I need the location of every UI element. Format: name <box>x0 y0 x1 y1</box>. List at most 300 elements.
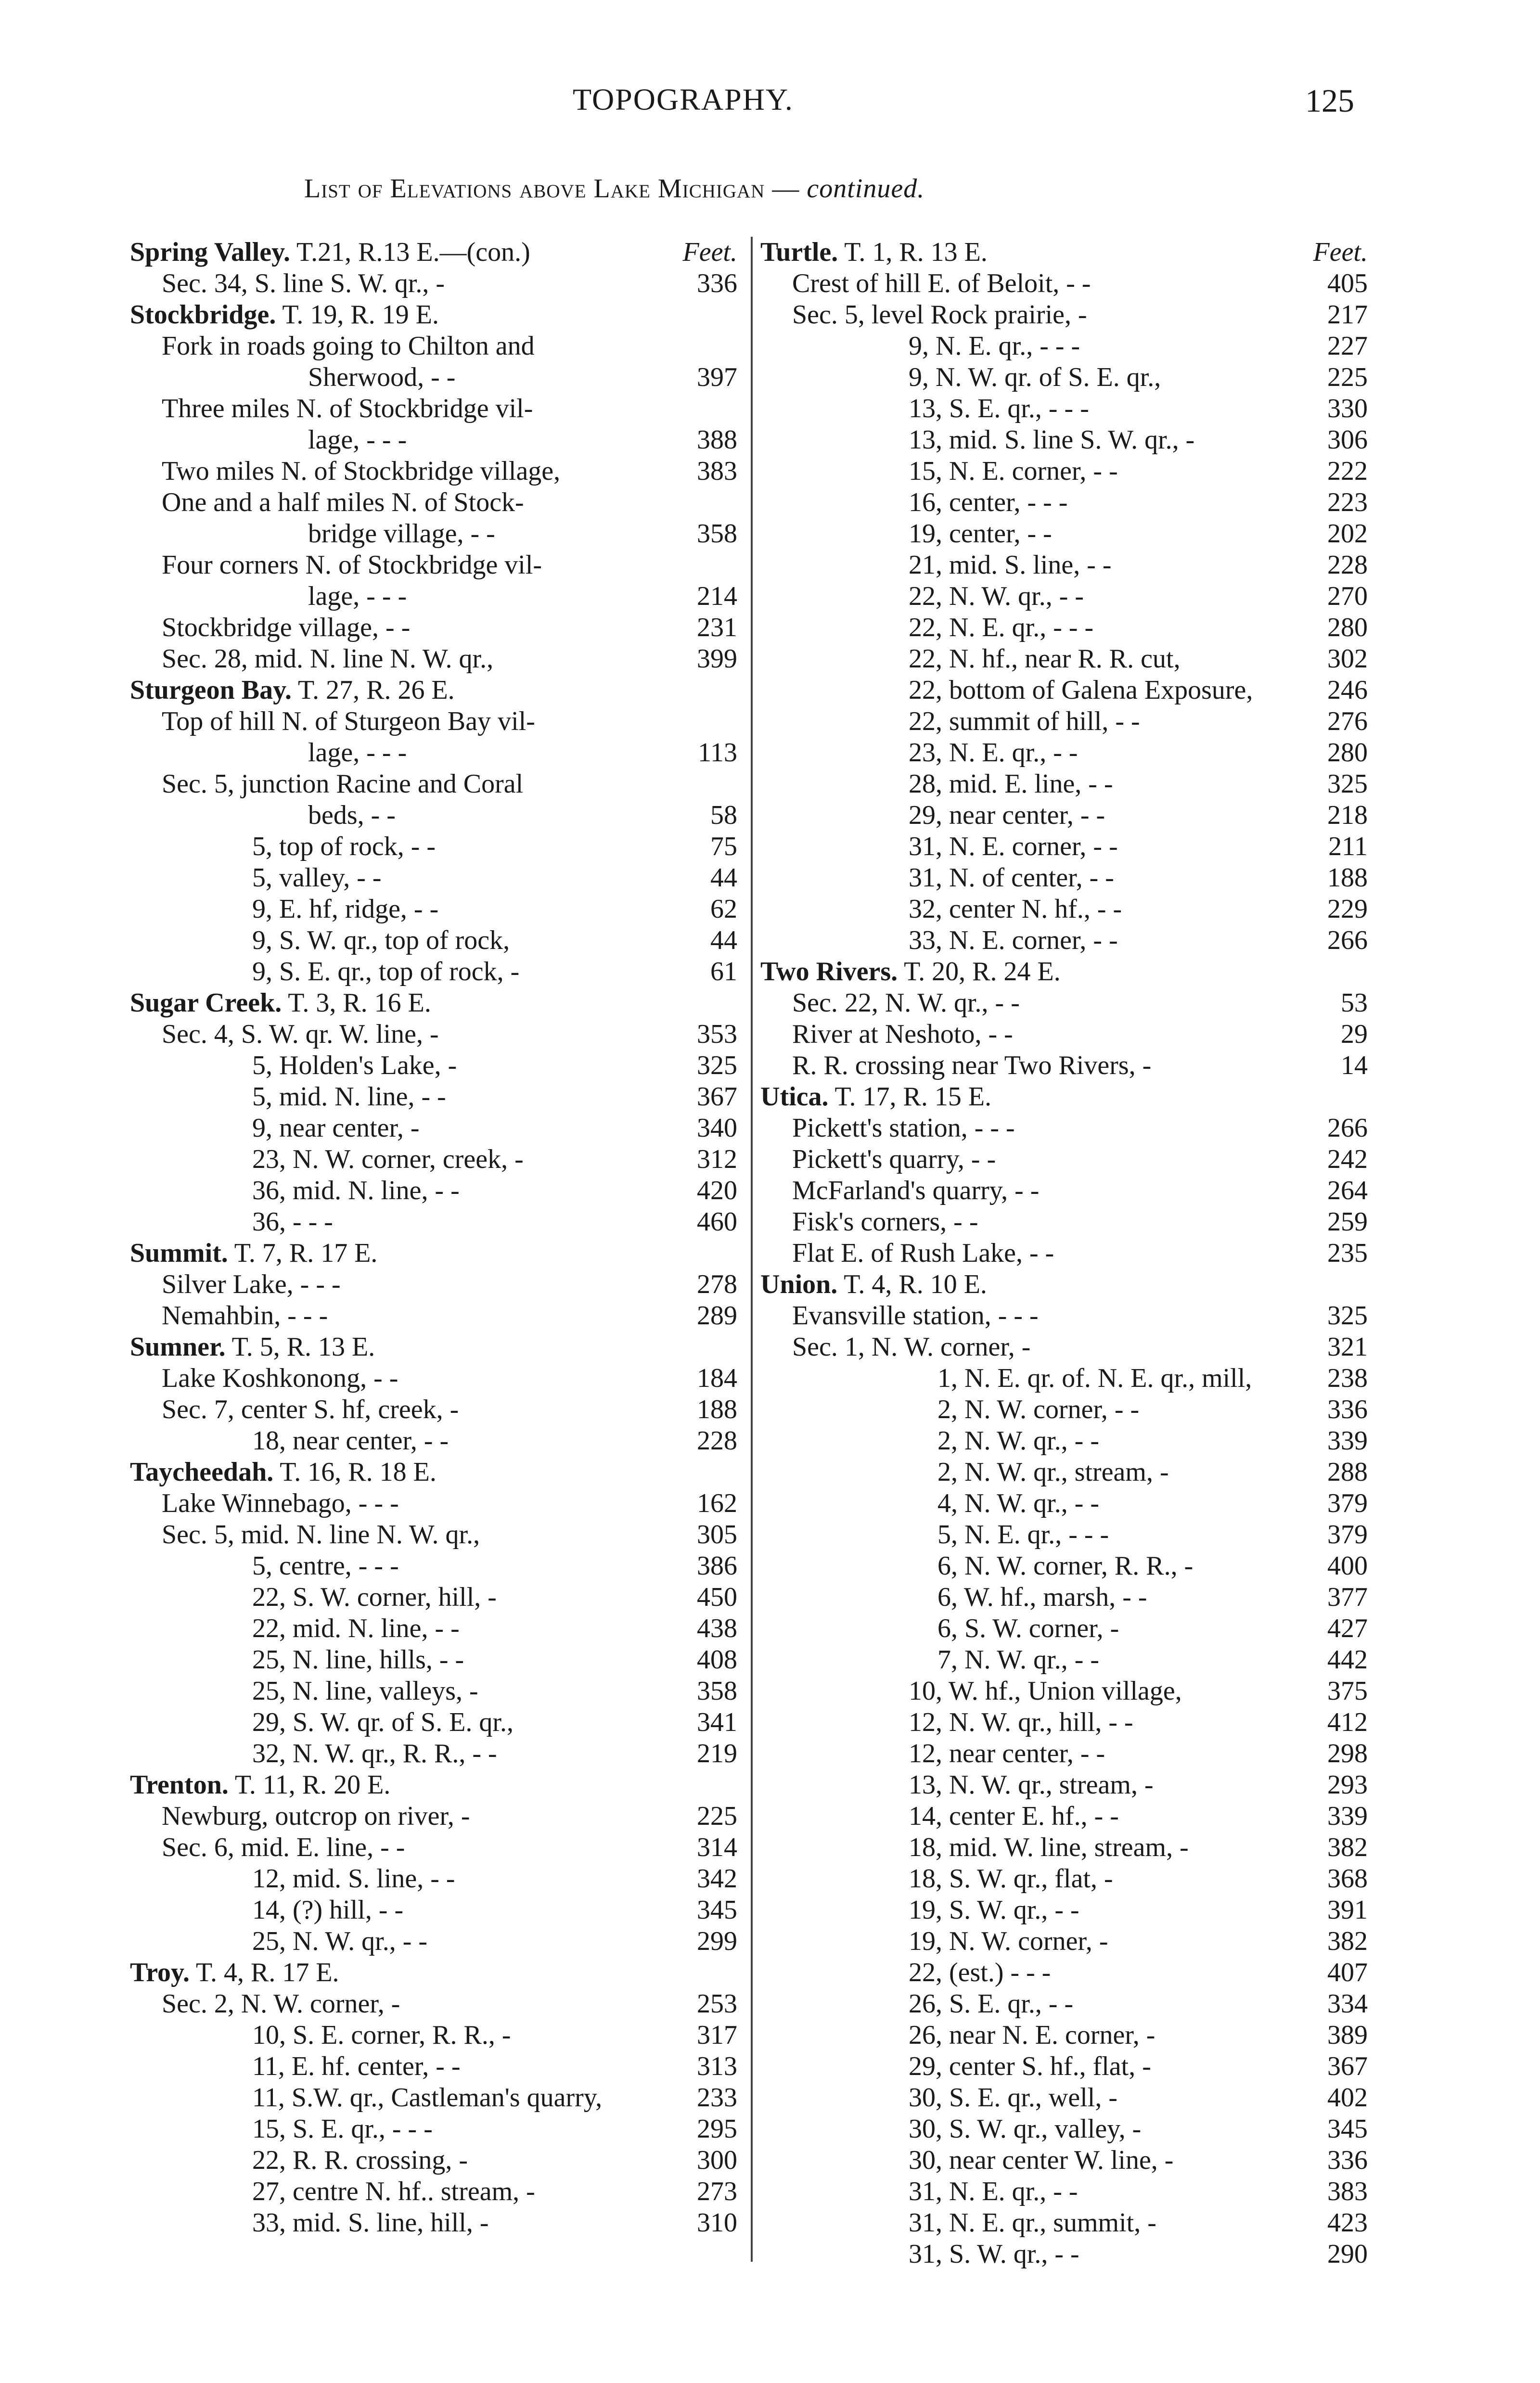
column-divider <box>751 237 753 2262</box>
township-heading <box>760 237 988 268</box>
elevation-row <box>130 393 737 424</box>
list-title-text: List of Elevations above Lake Michigan — <box>304 174 807 204</box>
location-text: 19, S. W. qr., - - <box>909 1895 1079 1925</box>
elevation-row <box>760 675 1368 706</box>
elevation-value: 382 <box>1327 1926 1368 1956</box>
location-text: 36, - - - <box>252 1207 333 1237</box>
location-text: McFarland's quarry, - - <box>792 1176 1040 1205</box>
township-range: T. 1, R. 13 E. <box>838 237 988 267</box>
elevation-row <box>760 424 1368 456</box>
township-name: Taycheedah. <box>130 1457 274 1487</box>
elevation-row <box>760 581 1368 612</box>
elevation-row <box>130 1394 737 1425</box>
elevation-row <box>760 1863 1368 1895</box>
location-text: 13, mid. S. line S. W. qr., - <box>909 425 1195 455</box>
elevation-value: 222 <box>1327 456 1368 486</box>
location-text: 23, N. W. corner, creek, - <box>252 1144 524 1174</box>
location-text: 7, N. W. qr., - - <box>937 1645 1099 1675</box>
elevation-value: 238 <box>1327 1363 1368 1393</box>
elevation-value: 14 <box>1341 1051 1368 1080</box>
elevation-value: 341 <box>697 1707 737 1737</box>
elevation-value: 321 <box>1327 1332 1368 1362</box>
elevation-row <box>760 1238 1368 1269</box>
elevation-value: 223 <box>1327 487 1368 517</box>
elevation-row <box>130 1707 737 1738</box>
location-text: 1, N. E. qr. of. N. E. qr., mill, <box>937 1363 1252 1393</box>
elevation-value: 280 <box>1327 738 1368 768</box>
elevation-row <box>130 518 737 550</box>
elevation-value: 368 <box>1327 1864 1368 1894</box>
elevation-value: 273 <box>697 2177 737 2206</box>
location-text: Top of hill N. of Sturgeon Bay vil- <box>162 706 535 736</box>
location-text: lage, - - - <box>308 425 407 455</box>
elevation-value: 367 <box>1327 2051 1368 2081</box>
location-text: 14, (?) hill, - - <box>252 1895 404 1925</box>
elevation-value: 379 <box>1327 1488 1368 1518</box>
section-heading <box>130 1957 737 1988</box>
elevation-row <box>760 1738 1368 1769</box>
location-text: Sec. 34, S. line S. W. qr., - <box>162 269 445 298</box>
elevation-row <box>760 894 1368 925</box>
elevation-value: 383 <box>697 456 737 486</box>
elevation-row <box>130 1676 737 1707</box>
location-text: Stockbridge village, - - <box>162 613 411 642</box>
township-heading <box>130 299 439 331</box>
elevation-row <box>760 487 1368 518</box>
elevation-value: 289 <box>697 1301 737 1331</box>
elevation-row <box>760 2051 1368 2082</box>
elevation-row <box>760 1394 1368 1425</box>
elevation-row <box>760 1769 1368 1801</box>
elevation-row <box>760 1019 1368 1050</box>
elevation-row <box>760 612 1368 643</box>
elevation-value: 227 <box>1327 331 1368 361</box>
elevation-value: 442 <box>1327 1645 1368 1675</box>
location-text: 36, mid. N. line, - - <box>252 1176 460 1205</box>
section-heading <box>130 299 737 331</box>
elevation-value: 460 <box>697 1207 737 1237</box>
elevation-row <box>760 925 1368 956</box>
location-text: Sec. 5, mid. N. line N. W. qr., <box>162 1520 480 1550</box>
township-range: T. 16, R. 18 E. <box>273 1457 436 1487</box>
elevation-row <box>760 769 1368 800</box>
township-name: Sugar Creek. <box>130 988 282 1018</box>
elevation-row <box>760 299 1368 331</box>
elevation-value: 310 <box>697 2208 737 2238</box>
location-text: bridge village, - - <box>308 519 495 549</box>
elevation-value: 188 <box>697 1395 737 1424</box>
location-text: Fork in roads going to Chilton and <box>162 331 535 361</box>
elevation-value: 58 <box>710 800 737 830</box>
elevation-row <box>130 1363 737 1394</box>
elevation-value: 306 <box>1327 425 1368 455</box>
elevation-row <box>130 550 737 581</box>
feet-label: Feet. <box>1313 237 1368 267</box>
elevation-row <box>130 487 737 518</box>
location-text: Sec. 5, level Rock prairie, - <box>792 300 1087 330</box>
elevation-row <box>130 2051 737 2082</box>
elevation-value: 259 <box>1327 1207 1368 1237</box>
elevation-row <box>760 1644 1368 1676</box>
elevation-value: 44 <box>710 925 737 955</box>
location-text: 14, center E. hf., - - <box>909 1801 1119 1831</box>
elevation-value: 233 <box>697 2083 737 2113</box>
elevation-value: 383 <box>1327 2177 1368 2206</box>
elevation-value: 202 <box>1327 519 1368 549</box>
location-text: 9, E. hf, ridge, - - <box>252 894 439 924</box>
location-text: 22, summit of hill, - - <box>909 706 1140 736</box>
location-text: Sec. 4, S. W. qr. W. line, - <box>162 1019 439 1049</box>
elevation-row <box>130 1582 737 1613</box>
location-text: Newburg, outcrop on river, - <box>162 1801 470 1831</box>
location-text: 33, N. E. corner, - - <box>909 925 1118 955</box>
elevation-row <box>130 1895 737 1926</box>
township-name: Utica. <box>760 1082 829 1112</box>
elevation-row <box>130 1050 737 1081</box>
elevation-row <box>130 2020 737 2051</box>
township-name: Sturgeon Bay. <box>130 675 292 705</box>
section-heading <box>760 956 1368 987</box>
location-text: 9, near center, - <box>252 1113 420 1143</box>
elevation-row <box>130 1613 737 1644</box>
township-name: Summit. <box>130 1238 228 1268</box>
list-title <box>304 173 924 204</box>
elevation-value: 235 <box>1327 1238 1368 1268</box>
elevation-row <box>760 1707 1368 1738</box>
township-name: Trenton. <box>130 1770 229 1800</box>
elevation-row <box>760 643 1368 675</box>
location-text: 25, N. line, hills, - - <box>252 1645 464 1675</box>
elevation-value: 402 <box>1327 2083 1368 2113</box>
running-title: TOPOGRAPHY. <box>573 82 794 116</box>
township-heading <box>130 1769 390 1801</box>
location-text: Sec. 5, junction Racine and Coral <box>162 769 524 799</box>
location-text: 22, bottom of Galena Exposure, <box>909 675 1253 705</box>
elevation-row <box>130 862 737 894</box>
elevation-value: 302 <box>1327 644 1368 674</box>
elevation-row <box>130 894 737 925</box>
location-text: Sec. 28, mid. N. line N. W. qr., <box>162 644 494 674</box>
location-text: 28, mid. E. line, - - <box>909 769 1113 799</box>
elevation-value: 382 <box>1327 1832 1368 1862</box>
location-text: Nemahbin, - - - <box>162 1301 328 1331</box>
location-text: beds, - - <box>308 800 396 830</box>
elevation-row <box>130 424 737 456</box>
page-number: 125 <box>1305 82 1354 119</box>
elevation-value: 75 <box>710 832 737 861</box>
elevation-row <box>760 1144 1368 1175</box>
location-text: 5, N. E. qr., - - - <box>937 1520 1109 1550</box>
elevation-value: 339 <box>1327 1426 1368 1456</box>
elevation-row <box>760 1582 1368 1613</box>
elevation-row <box>760 518 1368 550</box>
elevation-value: 336 <box>697 269 737 298</box>
elevation-row <box>130 1832 737 1863</box>
elevation-value: 450 <box>697 1582 737 1612</box>
elevation-value: 211 <box>1328 832 1368 861</box>
location-text: 2, N. W. corner, - - <box>937 1395 1140 1424</box>
elevation-value: 313 <box>697 2051 737 2081</box>
location-text: 23, N. E. qr., - - <box>909 738 1078 768</box>
township-name: Stockbridge. <box>130 300 276 330</box>
elevation-value: 53 <box>1341 988 1368 1018</box>
elevation-row <box>760 1895 1368 1926</box>
location-text: 22, R. R. crossing, - <box>252 2145 468 2175</box>
location-text: 6, N. W. corner, R. R., - <box>937 1551 1194 1581</box>
township-range: T. 4, R. 17 E. <box>189 1958 339 1987</box>
township-heading <box>760 1081 991 1113</box>
elevation-value: 242 <box>1327 1144 1368 1174</box>
location-text: 29, center S. hf., flat, - <box>909 2051 1151 2081</box>
elevation-row <box>760 2176 1368 2207</box>
location-text: 5, Holden's Lake, - <box>252 1051 457 1080</box>
township-range: T. 3, R. 16 E. <box>282 988 431 1018</box>
elevation-row <box>130 1738 737 1769</box>
elevation-value: 62 <box>710 894 737 924</box>
location-text: 26, near N. E. corner, - <box>909 2020 1155 2050</box>
location-text: 31, N. of center, - - <box>909 863 1114 893</box>
location-text: Sec. 7, center S. hf, creek, - <box>162 1395 459 1424</box>
elevation-value: 408 <box>697 1645 737 1675</box>
elevation-row <box>760 1957 1368 1988</box>
elevation-value: 266 <box>1327 925 1368 955</box>
location-text: 2, N. W. qr., - - <box>937 1426 1099 1456</box>
elevation-row <box>760 456 1368 487</box>
elevation-row <box>130 1081 737 1113</box>
elevation-value: 214 <box>697 581 737 611</box>
location-text: Crest of hill E. of Beloit, - - <box>792 269 1091 298</box>
elevation-row <box>760 1332 1368 1363</box>
location-text: 30, S. E. qr., well, - <box>909 2083 1117 2113</box>
location-text: 18, near center, - - <box>252 1426 449 1456</box>
feet-label: Feet. <box>682 237 737 267</box>
elevation-value: 219 <box>697 1739 737 1768</box>
location-text: 31, S. W. qr., - - <box>909 2239 1079 2269</box>
location-text: River at Neshoto, - - <box>792 1019 1013 1049</box>
elevation-value: 340 <box>697 1113 737 1143</box>
elevation-value: 225 <box>1327 362 1368 392</box>
location-text: 12, N. W. qr., hill, - - <box>909 1707 1133 1737</box>
elevation-value: 288 <box>1327 1457 1368 1487</box>
elevation-value: 29 <box>1341 1019 1368 1049</box>
elevation-value: 345 <box>1327 2114 1368 2144</box>
elevation-row <box>760 2239 1368 2270</box>
location-text: 19, N. W. corner, - <box>909 1926 1108 1956</box>
list-title-continued: continued. <box>807 174 925 204</box>
elevation-value: 345 <box>697 1895 737 1925</box>
location-text: 27, centre N. hf.. stream, - <box>252 2177 535 2206</box>
elevation-row <box>130 362 737 393</box>
elevation-row <box>130 1801 737 1832</box>
location-text: 12, near center, - - <box>909 1739 1105 1768</box>
location-text: 22, N. hf., near R. R. cut, <box>909 644 1181 674</box>
location-text: Sec. 6, mid. E. line, - - <box>162 1832 405 1862</box>
location-text: Flat E. of Rush Lake, - - <box>792 1238 1054 1268</box>
elevation-value: 386 <box>697 1551 737 1581</box>
location-text: 9, S. E. qr., top of rock, - <box>252 957 520 987</box>
elevation-value: 61 <box>710 957 737 987</box>
township-range: T. 11, R. 20 E. <box>228 1770 391 1800</box>
location-text: 31, N. E. corner, - - <box>909 832 1118 861</box>
elevation-row <box>760 1300 1368 1332</box>
location-text: Sec. 22, N. W. qr., - - <box>792 988 1020 1018</box>
elevation-value: 342 <box>697 1864 737 1894</box>
elevation-row <box>760 2145 1368 2176</box>
elevation-value: 379 <box>1327 1520 1368 1550</box>
location-text: Three miles N. of Stockbridge vil- <box>162 394 533 423</box>
location-text: 5, top of rock, - - <box>252 832 436 861</box>
section-heading <box>130 1457 737 1488</box>
location-text: 5, valley, - - <box>252 863 382 893</box>
elevation-value: 312 <box>697 1144 737 1174</box>
elevation-value: 305 <box>697 1520 737 1550</box>
elevation-row <box>760 393 1368 424</box>
elevation-value: 299 <box>697 1926 737 1956</box>
elevation-row <box>130 769 737 800</box>
township-heading <box>760 956 1061 987</box>
section-heading <box>130 1332 737 1363</box>
elevation-row <box>760 987 1368 1019</box>
location-text: 32, N. W. qr., R. R., - - <box>252 1739 497 1768</box>
elevation-value: 246 <box>1327 675 1368 705</box>
township-range: T. 20, R. 24 E. <box>898 957 1061 987</box>
section-heading <box>760 237 1368 268</box>
location-text: 31, N. E. qr., - - <box>909 2177 1078 2206</box>
section-heading <box>130 1238 737 1269</box>
right-column <box>760 237 1368 2270</box>
elevation-value: 280 <box>1327 613 1368 642</box>
elevation-row <box>760 1175 1368 1206</box>
elevation-value: 353 <box>697 1019 737 1049</box>
elevation-value: 225 <box>697 1801 737 1831</box>
location-text: Sec. 1, N. W. corner, - <box>792 1332 1031 1362</box>
elevation-value: 229 <box>1327 894 1368 924</box>
elevation-value: 278 <box>697 1269 737 1299</box>
elevation-value: 423 <box>1327 2208 1368 2238</box>
elevation-row <box>760 1801 1368 1832</box>
elevation-row <box>130 925 737 956</box>
elevation-value: 358 <box>697 519 737 549</box>
elevation-row <box>130 1269 737 1300</box>
section-heading <box>760 1081 1368 1113</box>
township-heading <box>130 1332 375 1363</box>
location-text: 29, near center, - - <box>909 800 1105 830</box>
elevation-value: 231 <box>697 613 737 642</box>
elevation-row <box>130 1144 737 1175</box>
location-text: 30, near center W. line, - <box>909 2145 1174 2175</box>
elevation-row <box>130 1425 737 1457</box>
elevation-value: 339 <box>1327 1801 1368 1831</box>
township-name: Turtle. <box>760 237 838 267</box>
township-range: T. 17, R. 15 E. <box>828 1082 992 1112</box>
elevation-value: 336 <box>1327 2145 1368 2175</box>
elevation-row <box>130 1175 737 1206</box>
location-text: 32, center N. hf., - - <box>909 894 1122 924</box>
elevation-row <box>760 1613 1368 1644</box>
township-name: Sumner. <box>130 1332 226 1362</box>
elevation-value: 228 <box>1327 550 1368 580</box>
location-text: 15, S. E. qr., - - - <box>252 2114 433 2144</box>
elevation-row <box>760 1926 1368 1957</box>
location-text: 25, N. W. qr., - - <box>252 1926 427 1956</box>
elevation-row <box>760 706 1368 737</box>
elevation-row <box>130 800 737 831</box>
location-text: 22, mid. N. line, - - <box>252 1614 460 1643</box>
elevation-row <box>760 1363 1368 1394</box>
township-range: T. 27, R. 26 E. <box>292 675 455 705</box>
location-text: 6, W. hf., marsh, - - <box>937 1582 1147 1612</box>
section-heading <box>130 675 737 706</box>
township-range: T. 7, R. 17 E. <box>228 1238 378 1268</box>
elevation-value: 162 <box>697 1488 737 1518</box>
elevation-value: 389 <box>1327 2020 1368 2050</box>
location-text: 5, centre, - - - <box>252 1551 399 1581</box>
elevation-value: 399 <box>697 644 737 674</box>
elevation-row <box>760 1113 1368 1144</box>
elevation-value: 218 <box>1327 800 1368 830</box>
elevation-row <box>760 862 1368 894</box>
elevation-row <box>130 1644 737 1676</box>
elevation-row <box>130 581 737 612</box>
elevation-row <box>130 1863 737 1895</box>
elevation-row <box>130 1519 737 1550</box>
elevation-row <box>760 737 1368 769</box>
elevation-value: 412 <box>1327 1707 1368 1737</box>
elevation-row <box>760 1988 1368 2020</box>
elevation-value: 400 <box>1327 1551 1368 1581</box>
location-text: 9, N. E. qr., - - - <box>909 331 1080 361</box>
elevation-value: 330 <box>1327 394 1368 423</box>
elevation-value: 44 <box>710 863 737 893</box>
township-range: T. 19, R. 19 E. <box>276 300 439 330</box>
location-text: 10, W. hf., Union village, <box>909 1676 1182 1706</box>
location-text: One and a half miles N. of Stock- <box>162 487 524 517</box>
location-text: Two miles N. of Stockbridge village, <box>162 456 561 486</box>
elevation-value: 253 <box>697 1989 737 2019</box>
elevation-value: 217 <box>1327 300 1368 330</box>
elevation-row <box>760 550 1368 581</box>
elevation-row <box>760 800 1368 831</box>
location-text: 30, S. W. qr., valley, - <box>909 2114 1142 2144</box>
elevation-row <box>130 1488 737 1519</box>
location-text: 22, N. E. qr., - - - <box>909 613 1094 642</box>
elevation-value: 405 <box>1327 269 1368 298</box>
elevation-value: 184 <box>697 1363 737 1393</box>
township-heading <box>760 1269 987 1300</box>
elevation-value: 290 <box>1327 2239 1368 2269</box>
elevation-row <box>760 1488 1368 1519</box>
elevation-row <box>130 1206 737 1238</box>
elevation-row <box>130 1988 737 2020</box>
location-text: 11, E. hf. center, - - <box>252 2051 461 2081</box>
elevation-row <box>130 956 737 987</box>
location-text: 22, S. W. corner, hill, - <box>252 1582 497 1612</box>
location-text: 26, S. E. qr., - - <box>909 1989 1074 2019</box>
elevation-row <box>130 456 737 487</box>
elevation-row <box>760 1550 1368 1582</box>
location-text: 22, N. W. qr., - - <box>909 581 1084 611</box>
elevation-row <box>130 2114 737 2145</box>
location-text: lage, - - - <box>308 581 407 611</box>
elevation-row <box>130 643 737 675</box>
location-text: 16, center, - - - <box>909 487 1068 517</box>
elevation-row <box>760 831 1368 862</box>
township-name: Two Rivers. <box>760 957 898 987</box>
elevation-value: 188 <box>1327 863 1368 893</box>
elevation-value: 295 <box>697 2114 737 2144</box>
elevation-row <box>760 1457 1368 1488</box>
location-text: 5, mid. N. line, - - <box>252 1082 446 1112</box>
